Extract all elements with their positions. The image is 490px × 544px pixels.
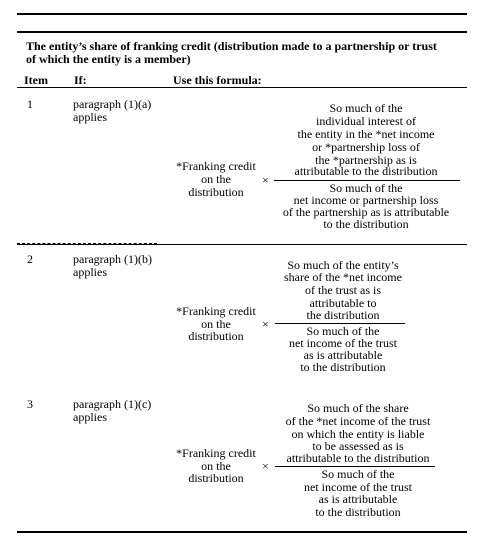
- condition-line: applies: [73, 110, 107, 124]
- item-number: 3: [27, 397, 33, 411]
- formula-lhs-line: distribution: [188, 471, 244, 485]
- numerator-line: of the trust as is: [305, 283, 381, 297]
- denominator-line: to the distribution: [300, 360, 386, 374]
- column-header-if: If:: [74, 73, 87, 87]
- numerator-line: share of the *net income: [284, 270, 402, 284]
- numerator-line: the distribution: [306, 308, 380, 322]
- condition-line: paragraph (1)(c): [73, 397, 152, 411]
- denominator-line: to the distribution: [315, 505, 401, 519]
- column-header-formula: Use this formula:: [173, 73, 262, 87]
- row-separator: [17, 244, 467, 245]
- numerator-line: or *partnership loss of: [312, 140, 420, 154]
- numerator-line: to be assessed as is: [312, 439, 404, 453]
- numerator-line: attributable to the distribution: [294, 164, 438, 178]
- denominator-line: net income of the trust: [304, 480, 412, 494]
- top-rule: [17, 13, 467, 15]
- times-symbol: ×: [262, 459, 269, 473]
- numerator-line: of the *net income of the trust: [285, 414, 431, 428]
- condition-line: applies: [73, 410, 107, 424]
- formula-lhs-line: on the: [201, 459, 231, 473]
- numerator-line: the *partnership as is: [315, 153, 417, 167]
- formula-lhs-line: distribution: [188, 329, 244, 343]
- item-number: 2: [27, 252, 33, 266]
- denominator-line: So much of the: [306, 324, 380, 338]
- denominator-line: to the distribution: [323, 217, 409, 231]
- denominator-line: as is attributable: [303, 348, 383, 362]
- denominator-line: net income of the trust: [289, 336, 397, 350]
- condition-line: paragraph (1)(a): [73, 97, 152, 111]
- numerator-line: So much of the: [329, 101, 403, 115]
- denominator-line: So much of the: [329, 181, 403, 195]
- formula-lhs-line: on the: [201, 317, 231, 331]
- column-header-item: Item: [24, 73, 48, 87]
- table-title-line1: The entity’s share of franking credit (distribution made to a partnership or trust: [26, 39, 437, 53]
- denominator-line: net income or partnership loss: [293, 193, 439, 207]
- table-title-line2: of which the entity is a member): [26, 52, 191, 66]
- numerator-line: attributable to the distribution: [286, 451, 430, 465]
- numerator-line: on which the entity is liable: [291, 427, 425, 441]
- formula-lhs-line: distribution: [188, 185, 244, 199]
- numerator-line: So much of the share: [307, 401, 409, 415]
- formula-lhs-line: *Franking credit: [176, 304, 256, 318]
- condition-line: paragraph (1)(b): [73, 252, 152, 266]
- item-number: 1: [27, 97, 33, 111]
- numerator-line: So much of the entity’s: [287, 258, 399, 272]
- formula-lhs-line: on the: [201, 172, 231, 186]
- denominator-line: So much of the: [321, 467, 395, 481]
- numerator-line: individual interest of: [316, 114, 416, 128]
- numerator-line: the entity in the *net income: [297, 127, 435, 141]
- column-header-rule: [17, 87, 467, 88]
- bottom-rule: [17, 531, 467, 533]
- condition-line: applies: [73, 265, 107, 279]
- formula-lhs-line: *Franking credit: [176, 159, 256, 173]
- formula-lhs-line: *Franking credit: [176, 446, 256, 460]
- times-symbol: ×: [262, 173, 269, 187]
- numerator-line: attributable to: [309, 296, 377, 310]
- header-rule: [17, 31, 467, 33]
- denominator-line: as is attributable: [318, 492, 398, 506]
- times-symbol: ×: [262, 317, 269, 331]
- denominator-line: of the partnership as is attributable: [282, 205, 450, 219]
